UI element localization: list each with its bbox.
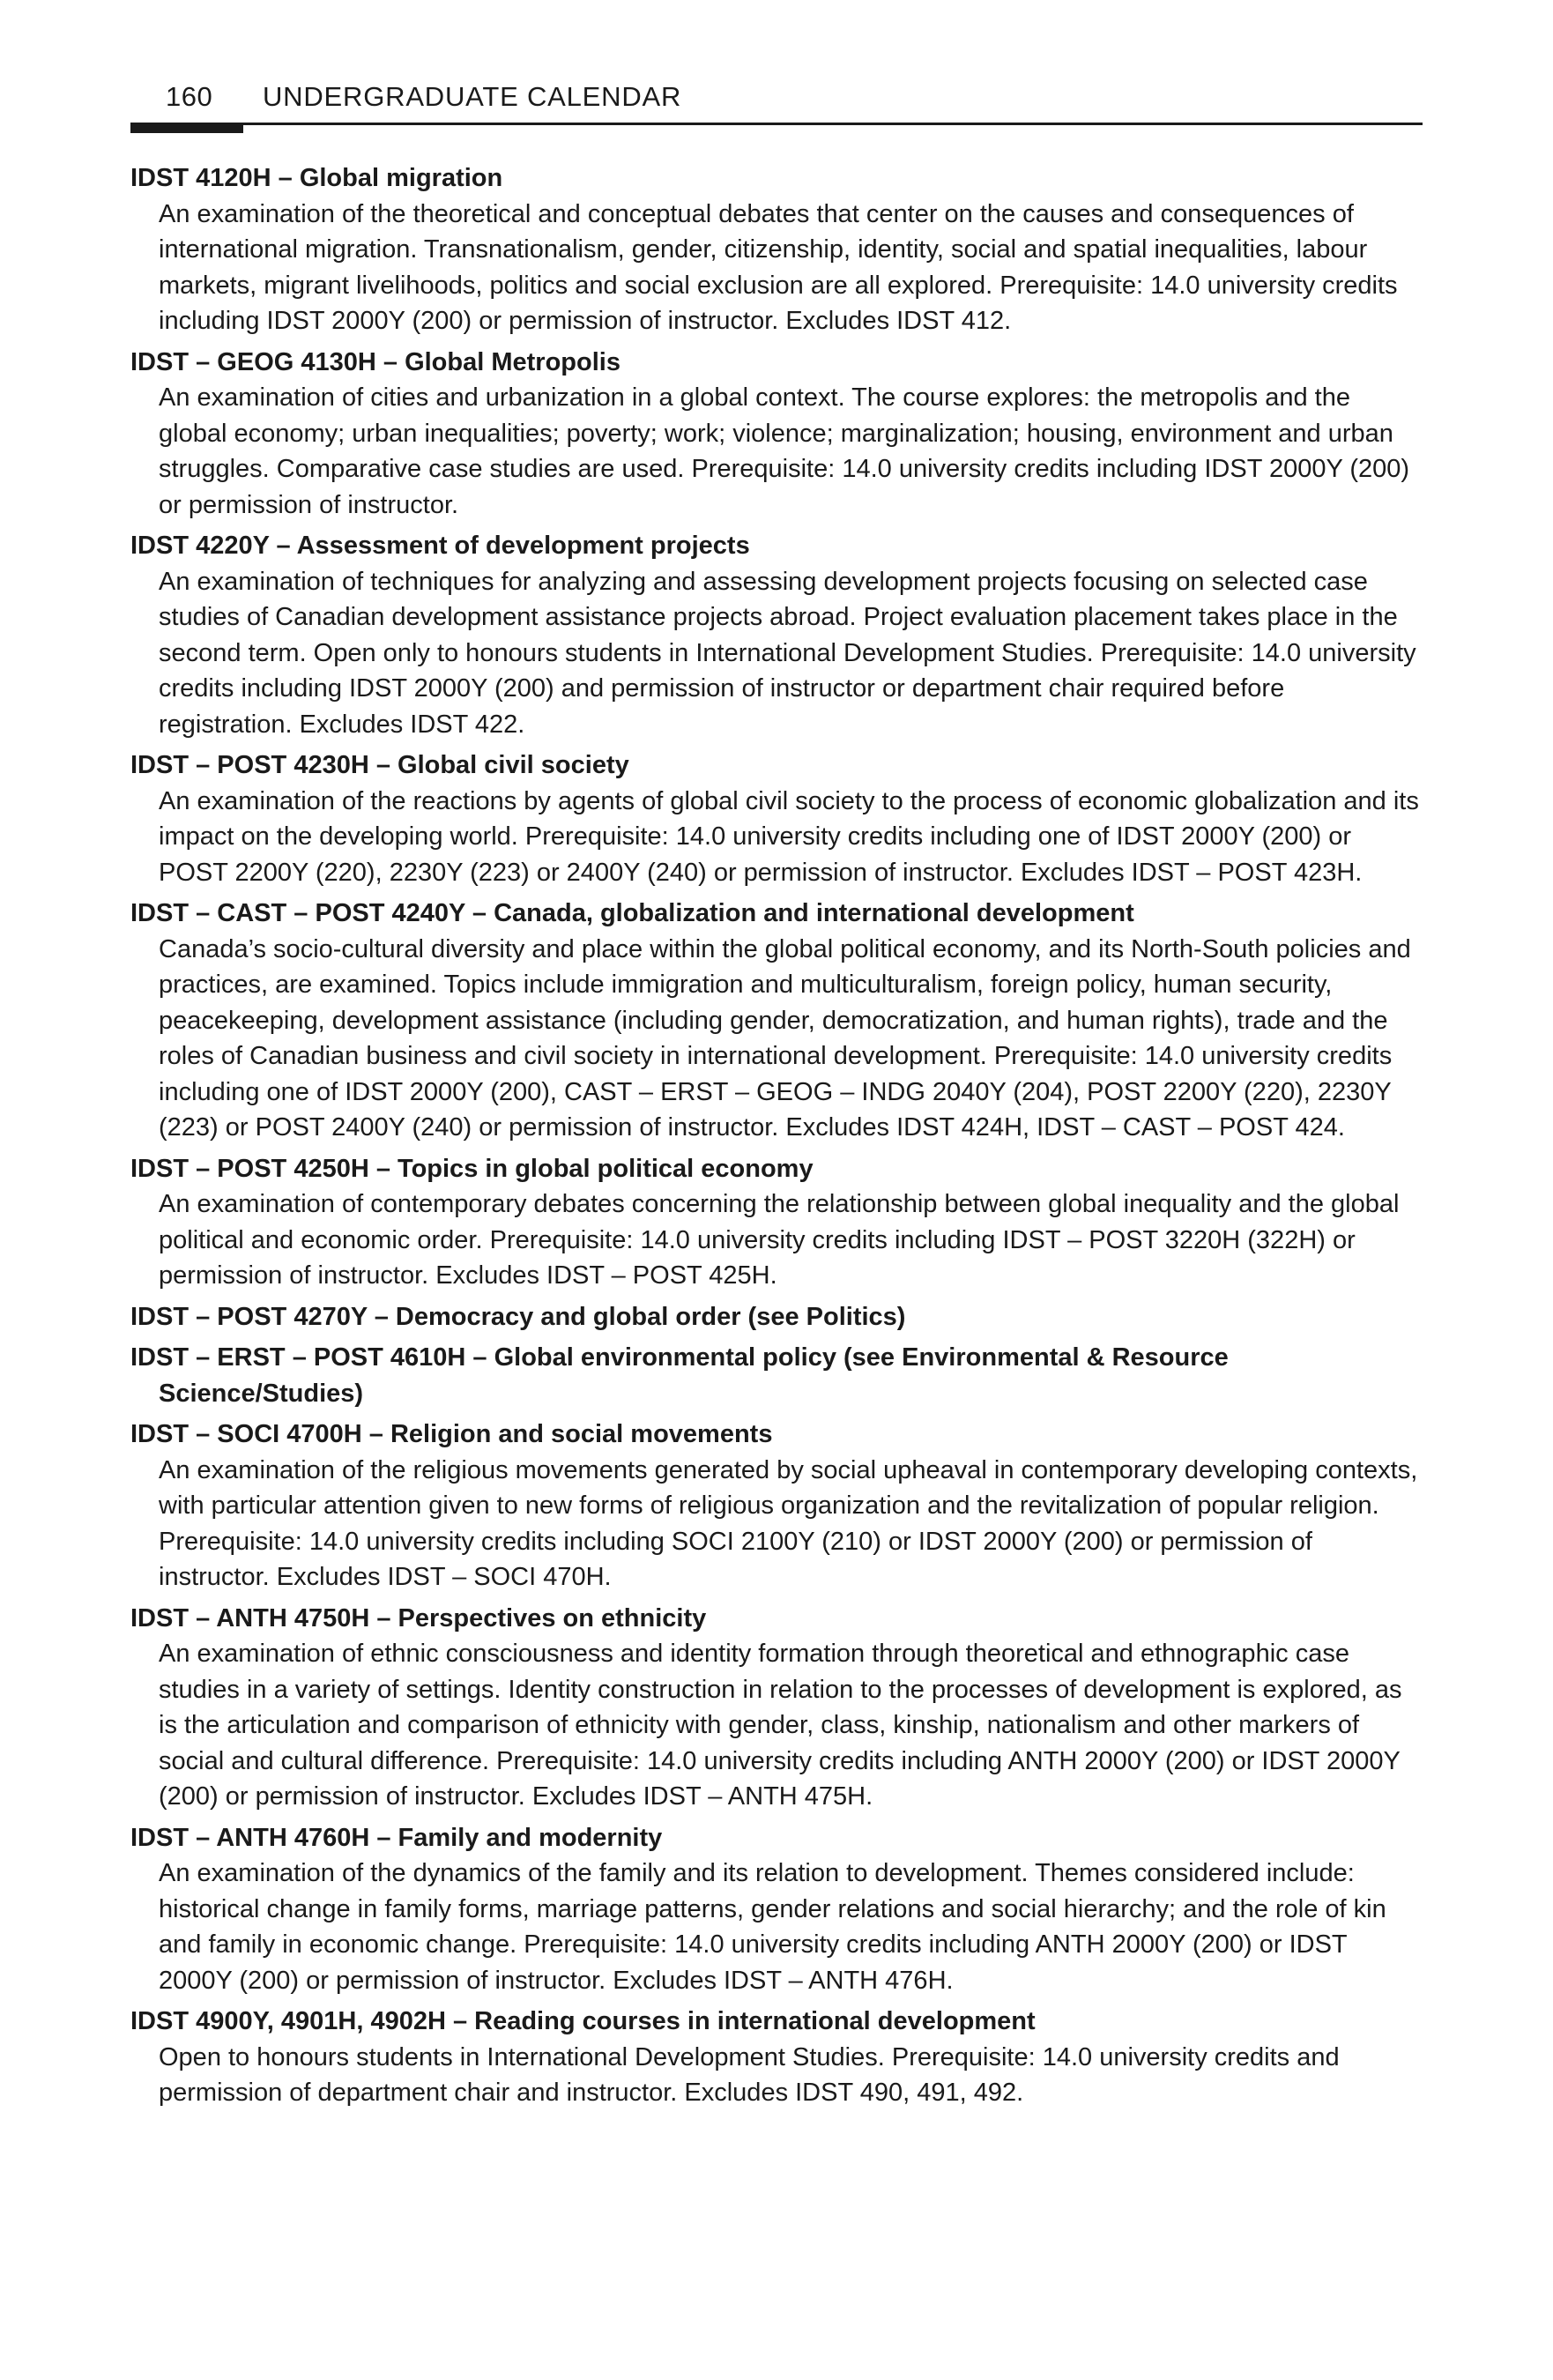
course-description: An examination of the dynamics of the family and its relation to development. Themes considered include: historical change in family forms, marriage patterns, gender relations and social hierarchy; and the role of kin and family in economic change. Prerequisite: 14.0 university credits including ANTH 2000Y (200) or IDST 2000Y (200) or permission of instructor. Excludes IDST – ANTH 476H.	[159, 1859, 1386, 1995]
course-title: IDST – GEOG 4130H – Global Metropolis	[130, 347, 620, 376]
course-title: IDST 4220Y – Assessment of development projects	[130, 532, 750, 560]
course-description: Canada’s socio-cultural diversity and place within the global political economy, and its North-South policies and practices, are examined. Topics include immigration and multiculturalism, foreign policy, human security, peacekeeping, development assistance (including gender, democratization, and human rights), trade and the roles of Canadian business and civil society in international development. Prerequisite: 14.0 university credits including one of IDST 2000Y (200), CAST – ERST – GEOG – INDG 2040Y (204), POST 2200Y (220), 2230Y (223) or POST 2400Y (240) or permission of instructor. Excludes IDST 424H, IDST – CAST – POST 424.	[159, 934, 1411, 1142]
header-rule	[130, 123, 1423, 125]
course-entry	[130, 896, 1423, 1146]
course-entry	[130, 1601, 1423, 1815]
course-title: IDST – POST 4230H – Global civil society	[130, 751, 629, 779]
course-title: IDST – ANTH 4750H – Perspectives on ethnicity	[130, 1603, 707, 1633]
course-title: IDST 4900Y, 4901H, 4902H – Reading courses in international development	[130, 2007, 1036, 2035]
course-description: An examination of techniques for analyzing and assessing development projects focusing on selected case studies of Canadian development assistance projects abroad. Project evaluation placement takes place in the second term. Open only to honours students in International Development Studies. Prerequisite: 14.0 university credits including IDST 2000Y (200) and permission of instructor or department chair required before registration. Excludes IDST 422.	[159, 567, 1416, 739]
course-title: IDST 4120H – Global migration	[130, 164, 503, 192]
course-entry	[130, 1299, 1423, 1335]
header-rule-accent	[130, 123, 243, 133]
course-description: An examination of cities and urbanization in a global context. The course explores: the metropolis and the global economy; urban inequalities; poverty; work; violence; marginalization; housing, environment and urban struggles. Comparative case studies are used. Prerequisite: 14.0 university credits including IDST 2000Y (200) or permission of instructor.	[159, 383, 1410, 519]
course-entry	[130, 1151, 1423, 1294]
course-entry	[130, 2004, 1423, 2111]
course-title: IDST – ANTH 4760H – Family and modernity	[130, 1823, 663, 1852]
course-list	[130, 160, 1423, 2116]
course-title: IDST – SOCI 4700H – Religion and social movements	[130, 1420, 773, 1448]
course-entry	[130, 1820, 1423, 1999]
course-description: An examination of contemporary debates concerning the relationship between global inequality and the global political and economic order. Prerequisite: 14.0 university credits including IDST – POST 3220H (322H) or permission of instructor. Excludes IDST – POST 425H.	[159, 1190, 1400, 1290]
course-description: An examination of ethnic consciousness and identity formation through theoretical and ethnographic case studies in a variety of settings. Identity construction in relation to the processes of development is explored, as is the articulation and comparison of ethnicity with gender, class, kinship, nationalism and other markers of social and cultural difference. Prerequisite: 14.0 university credits including ANTH 2000Y (200) or IDST 2000Y (200) or permission of instructor. Excludes IDST – ANTH 475H.	[159, 1640, 1402, 1811]
course-title: IDST – ERST – POST 4610H – Global environmental policy (see Environmental & Resource Science/Studies)	[130, 1343, 1229, 1408]
course-entry	[130, 1417, 1423, 1595]
course-description: An examination of the reactions by agents of global civil society to the process of economic globalization and its impact on the developing world. Prerequisite: 14.0 university credits including one of IDST 2000Y (200) or POST 2200Y (220), 2230Y (223) or 2400Y (240) or permission of instructor. Excludes IDST – POST 423H.	[159, 786, 1419, 887]
course-description: Open to honours students in International Development Studies. Prerequisite: 14.0 university credits and permission of department chair and instructor. Excludes IDST 490, 491, 492.	[159, 2042, 1340, 2107]
course-entry	[130, 528, 1423, 742]
course-entry	[130, 1340, 1423, 1411]
page-header	[130, 81, 1423, 134]
course-title: IDST – POST 4250H – Topics in global political economy	[130, 1154, 814, 1183]
running-title: UNDERGRADUATE CALENDAR	[263, 81, 682, 112]
course-description: An examination of the religious movements generated by social upheaval in contemporary developing contexts, with particular attention given to new forms of religious organization and the revitalization of popular religion. Prerequisite: 14.0 university credits including SOCI 2100Y (210) or IDST 2000Y (200) or permission of instructor. Excludes IDST – SOCI 470H.	[159, 1455, 1418, 1591]
course-description: An examination of the theoretical and conceptual debates that center on the causes and consequences of international migration. Transnationalism, gender, citizenship, identity, social and spatial inequalities, labour markets, migrant livelihoods, politics and social exclusion are all explored. Prerequisite: 14.0 university credits including IDST 2000Y (200) or permission of instructor. Excludes IDST 412.	[159, 199, 1398, 335]
course-title: IDST – CAST – POST 4240Y – Canada, globalization and international development	[130, 899, 1134, 927]
course-entry	[130, 747, 1423, 890]
course-title: IDST – POST 4270Y – Democracy and global order (see Politics)	[130, 1302, 906, 1331]
course-entry	[130, 160, 1423, 339]
page-number: 160	[166, 81, 213, 112]
course-entry	[130, 345, 1423, 524]
